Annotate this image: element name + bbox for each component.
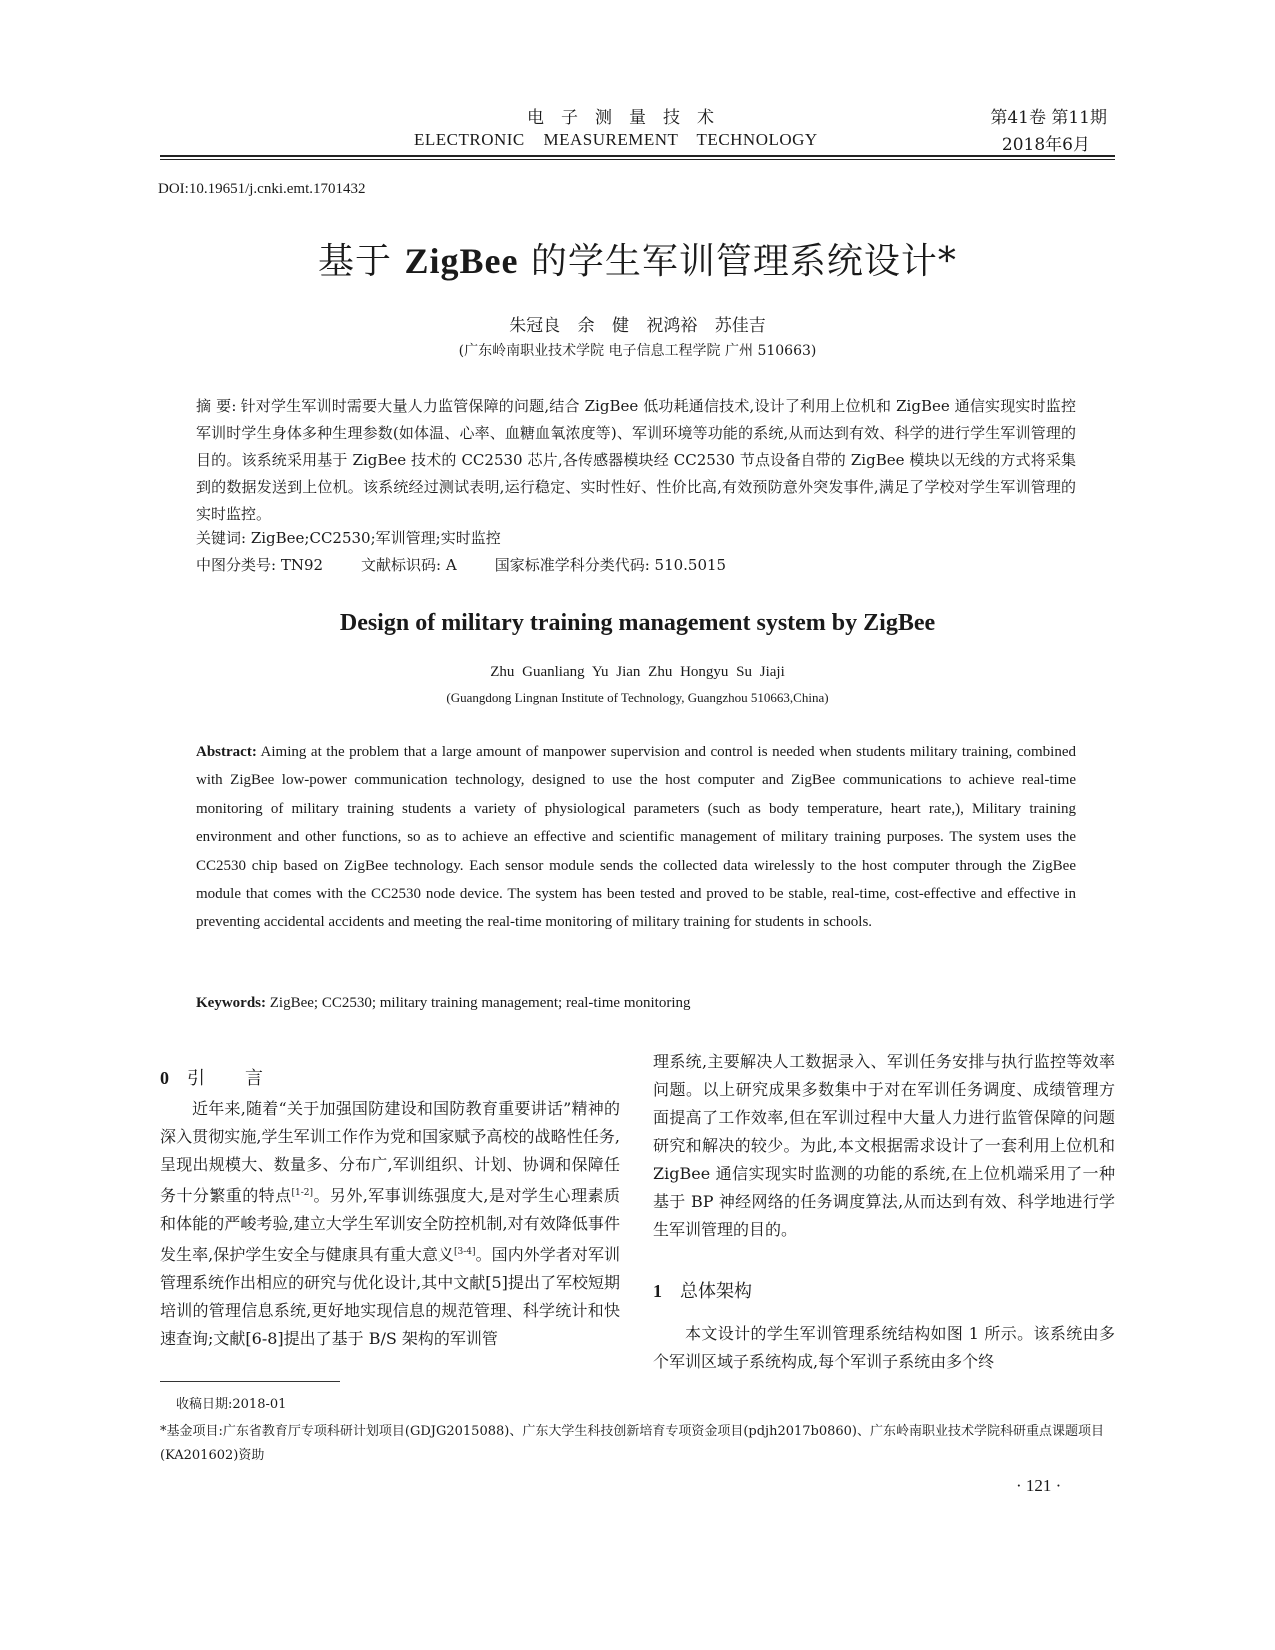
header-rule-thick [160,155,1115,157]
body-column-right-bottom [653,1320,1115,1376]
clc-code: 中图分类号: TN92 [196,556,324,574]
intro-text-c: 。国内外学者对军训管理系统作出相应的研究与优化设计,其中文献[5]提出了军校短期培训的管理信息系统,更好地实现信息的规范管理、科学统计和快速查询;文献[6-8]提出了基于 B/S 架构的军训管 [160,1245,620,1348]
page-number: · 121 · [1016,1476,1062,1495]
issue-date: 2018年6月 [1001,135,1090,155]
abstract-cn-label: 摘 要: [196,397,237,415]
title-suffix: 的学生军训管理系统设计* [518,241,957,282]
body-column-right-top: 理系统,主要解决人工数据录入、军训任务安排与执行监控等效率问题。以上研究成果多数集中于对在军训任务调度、成绩管理方面提高了工作效率,但在军训过程中大量人力进行监管保障的问题研究和解决的较少。为此,本文根据需求设计了一套利用上位机和 ZigBee 通信实现实时监测的功能的系统,在上位机端采用了一种基于 BP 神经网络的任务调度算法,从而达到有效、科学地进行学生军训管理的目的。 [653,1052,1115,1239]
paper-title-cn [0,233,1275,284]
header-rule-thin [160,159,1115,160]
journal-name-cn: 电子测量技术 [527,108,731,128]
keywords-cn: 关键词: ZigBee;CC2530;军训管理;实时监控 [196,529,501,547]
section-heading-architecture [653,1277,752,1303]
title-zigbee: ZigBee [404,241,519,281]
authors-cn: 朱冠良 余 健 祝鸿裕 苏佳吉 [509,316,766,336]
section-number: 1 [653,1281,662,1301]
abstract-en [196,738,1076,937]
doi: DOI:10.19651/j.cnki.emt.1701432 [158,181,366,197]
keywords-en-text: ZigBee; CC2530; military training management; real-time monitoring [266,995,691,1011]
affiliation-en: (Guangdong Lingnan Institute of Technology, Guangzhou 510663,China) [446,690,829,705]
volume-issue: 第41卷 第11期 [990,108,1107,128]
subject-code: 国家标准学科分类代码: 510.5015 [494,556,727,574]
intro-paragraph [160,1095,620,1353]
abstract-cn-text: 针对学生军训时需要大量人力监管保障的问题,结合 ZigBee 低功耗通信技术,设计了利用上位机和 ZigBee 通信实现实时监控军训时学生身体多种生理参数(如体温、心率、血糖血氧浓度等)、军训环境等功能的系统,从而达到有效、科学的进行学生军训管理的目的。该系统采用基于 ZigBee 技术的 CC2530 芯片,各传感器模块经 CC2530 节点设备自带的 ZigBee 模块以无线的方式将采集到的数据发送到上位机。该系统经过测试表明,运行稳定、实时性好、性价比高,有效预防意外突发事件,满足了学校对学生军训管理的实时监控。 [196,397,1076,523]
document-code: 文献标识码: A [361,556,457,574]
section-number: 0 [160,1068,169,1088]
abstract-cn [196,393,1076,528]
keywords-en-label: Keywords: [196,995,266,1011]
section-title: 引言 [187,1068,303,1089]
keywords-en [196,995,691,1012]
section-title: 总体架构 [680,1281,752,1302]
footnote-received: 收稿日期:2018-01 [176,1397,287,1412]
classification-codes [196,554,764,575]
authors-en: Zhu Guanliang Yu Jian Zhu Hongyu Su Jiaji [490,664,785,680]
intro-text-b: 。另外,军事训练强度大,是对学生心理素质和体能的严峻考验,建立大学生军训安全防控机制,对有效降低事件发生率,保护学生安全与健康具有重大意义 [160,1186,620,1264]
citation-ref: [3-4] [454,1247,476,1257]
abstract-en-label: Abstract: [196,744,257,760]
citation-ref: [1-2] [291,1188,314,1198]
footnote-rule [160,1381,340,1382]
journal-name-en: ELECTRONIC MEASUREMENT TECHNOLOGY [414,130,818,149]
affiliation-cn: (广东岭南职业技术学院 电子信息工程学院 广州 510663) [458,343,817,359]
architecture-paragraph: 本文设计的学生军训管理系统结构如图 1 所示。该系统由多个军训区域子系统构成,每个军训子系统由多个终 [653,1324,1115,1371]
body-column-left [160,1095,620,1353]
section-heading-intro [160,1064,303,1090]
intro-text-a: 近年来,随着“关于加强国防建设和国防教育重要讲话”精神的深入贯彻实施,学生军训工作作为党和国家赋予高校的战略性任务,呈现出规模大、数量多、分布广,军训组织、计划、协调和保障任务十分繁重的特点 [160,1099,620,1205]
footnote-fund: *基金项目:广东省教育厅专项科研计划项目(GDJG2015088)、广东大学生科技创新培育专项资金项目(pdjh2017b0860)、广东岭南职业技术学院科研重点课题项目(KA201602)资助 [160,1424,1105,1463]
title-prefix: 基于 [318,241,405,282]
paper-title-en: Design of military training management system by ZigBee [339,610,936,636]
abstract-en-text: Aiming at the problem that a large amount of manpower supervision and control is needed when students military training, combined with ZigBee low-power communication technology, designed to use the host computer and ZigBee communications to achieve real-time monitoring of military training students a variety of physiological parameters (such as body temperature, heart rate,), Military training environment and other functions, so as to achieve an effective and scientific management of military training purposes. The system uses the CC2530 chip based on ZigBee technology. Each sensor module sends the collected data wirelessly to the host computer through the ZigBee module that comes with the CC2530 node device. The system has been tested and proved to be stable, real-time, cost-effective and effective in preventing accidental accidents and meeting the real-time monitoring of military training for students in schools. [196,744,1076,931]
